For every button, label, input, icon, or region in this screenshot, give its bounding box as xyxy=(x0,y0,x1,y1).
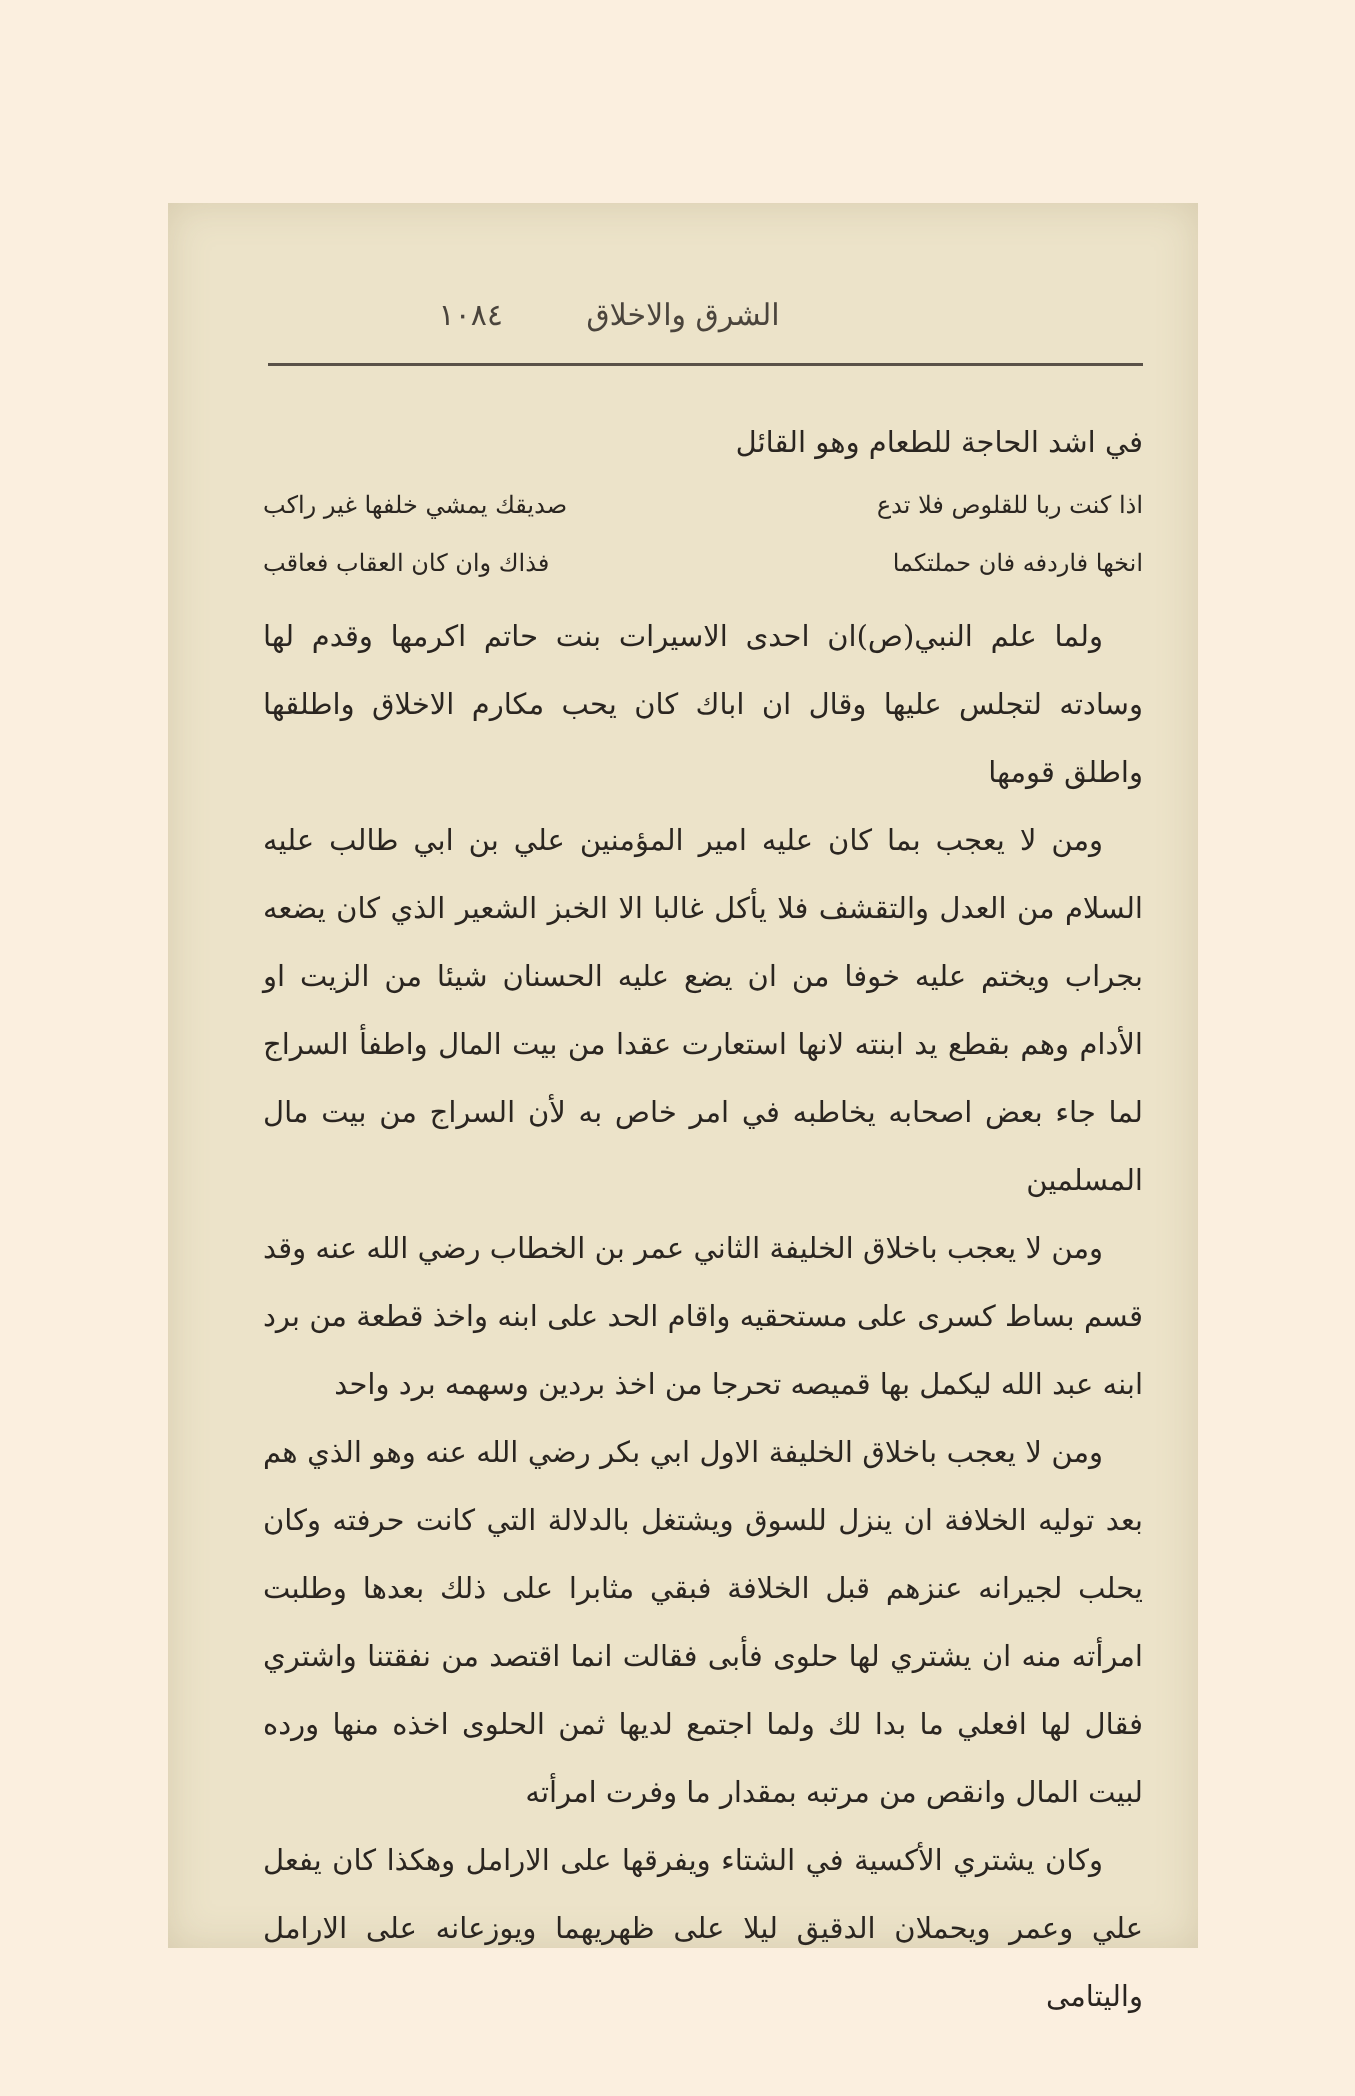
verse-second-hemistich: صديقك يمشي خلفها غير راكب xyxy=(263,491,568,519)
verse-line xyxy=(263,476,1143,534)
running-title: الشرق والاخلاق xyxy=(586,298,780,333)
page-header xyxy=(168,298,1198,338)
header-rule xyxy=(268,363,1143,366)
paragraph: وكان يشتري الأكسية في الشتاء ويفرقها على الارامل وهكذا كان يفعل علي وعمر ويحملان الدقيق ليلا على ظهريهما ويوزعانه على الارامل واليتامى xyxy=(263,1843,1143,2013)
verse-first-hemistich: اذا كنت ربا للقلوص فلا تدع xyxy=(876,491,1143,519)
paragraph: ومن لا يعجب باخلاق الخليفة الاول ابي بكر رضي الله عنه وهو الذي هم بعد توليه الخلافة ان ينزل للسوق ويشتغل بالدلالة التي كانت حرفته وكان يحلب لجيرانه عنزهم قبل الخلافة فبقي مثابرا على ذلك بعدها وطلبت امرأته منه ان يشتري لها حلوى فأبى فقالت انما اقتصد من نفقتنا واشتري فقال لها افعلي ما بدا لك ولما اجتمع لديها ثمن الحلوى اخذه منها ورده لبيت المال وانقص من مرتبه بمقدار ما وفرت امرأته xyxy=(263,1435,1143,1809)
verse-first-hemistich: انخها فاردفه فان حملتكما xyxy=(892,549,1143,577)
book-page xyxy=(168,203,1198,2013)
paragraph: ومن لا يعجب باخلاق الخليفة الثاني عمر بن الخطاب رضي الله عنه وقد قسم بساط كسرى على مستحقيه واقام الحد على ابنه واخذ قطعة من برد ابنه عبد الله ليكمل بها قميصه تحرجا من اخذ بردين وسهمه برد واحد xyxy=(263,1231,1143,1401)
intro-line: في اشد الحاجة للطعام وهو القائل xyxy=(735,425,1143,459)
paragraph: ومن لا يعجب بما كان عليه امير المؤمنين علي بن ابي طالب عليه السلام من العدل والتقشف فلا يأكل غالبا الا الخبز الشعير الذي كان يضعه بجراب ويختم عليه خوفا من ان يضع عليه الحسنان شيئا من الزيت او الأدام وهم بقطع يد ابنته لانها استعارت عقدا من بيت المال واطفأ السراج لما جاء بعض اصحابه يخاطبه في امر خاص به لأن السراج من بيت مال المسلمين xyxy=(263,823,1143,1197)
verse-second-hemistich: فذاك وان كان العقاب فعاقب xyxy=(263,549,550,577)
page-body xyxy=(263,408,1143,2030)
paragraph: ولما علم النبي(ص)ان احدى الاسيرات بنت حاتم اكرمها وقدم لها وسادته لتجلس عليها وقال ان اباك كان يحب مكارم الاخلاق واطلقها واطلق قومها xyxy=(263,619,1143,789)
poem xyxy=(263,476,1143,592)
verse-line xyxy=(263,534,1143,592)
page-number: ١٠٨٤ xyxy=(438,298,503,333)
